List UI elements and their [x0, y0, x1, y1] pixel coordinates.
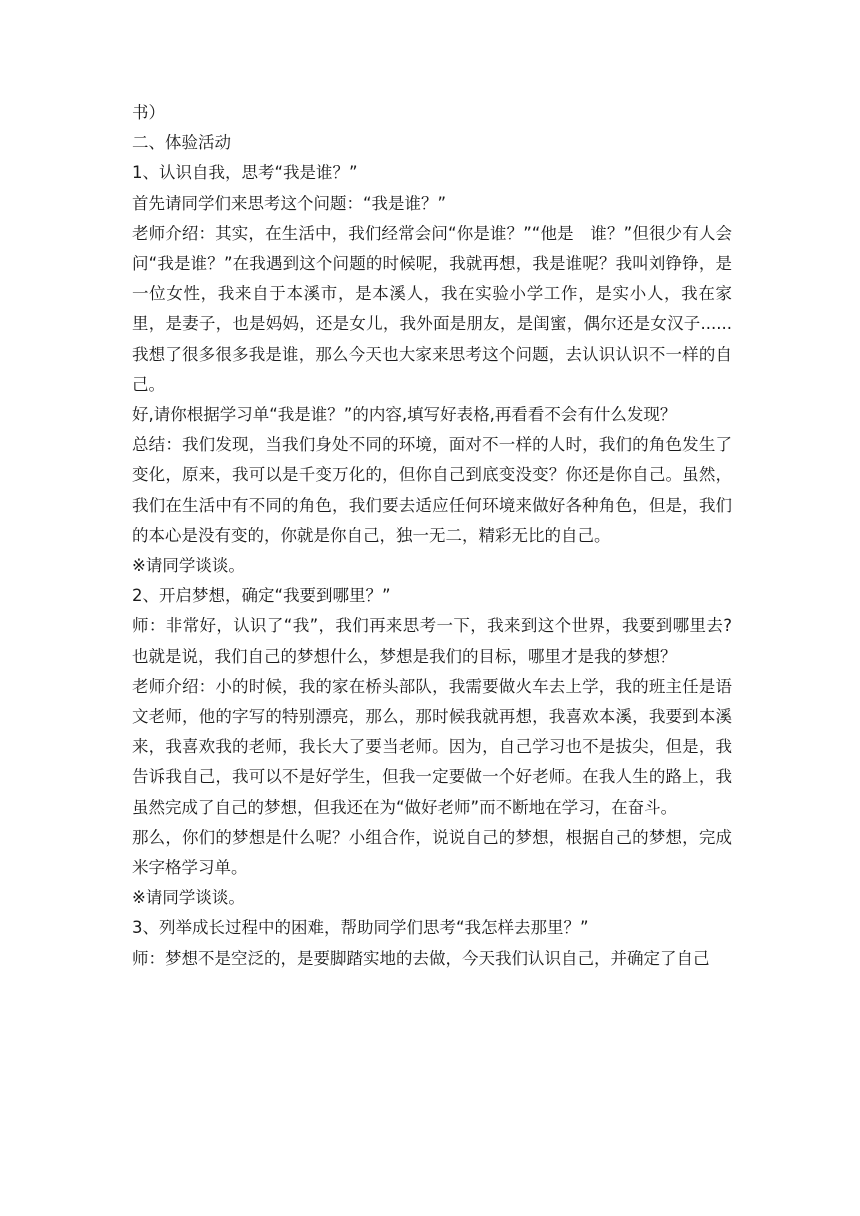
- paragraph: 师：非常好，认识了“我”，我们再来思考一下，我来到这个世界，我要到哪里去?也就是说，我们自己的梦想什么，梦想是我们的目标，哪里才是我的梦想？: [132, 616, 732, 666]
- paragraph: 总结：我们发现，当我们身处不同的环境，面对不一样的人时，我们的角色发生了变化，原来，我可以是千变万化的，但你自己到底变没变？你还是你自己。虽然，我们在生活中有不同的角色，我们要去适应任何环境来做好各种角色，但是，我们的本心是没有变的，你就是你自己，独一无二，精彩无比的自己。: [132, 435, 732, 545]
- paragraph: 老师介绍：小的时候，我的家在桥头部队，我需要做火车去上学，我的班主任是语文老师，他的字写的特别漂亮，那么，那时候我就再想，我喜欢本溪，我要到本溪来，我喜欢我的老师，我长大了要当老师。因为，自己学习也不是拔尖，但是，我告诉我自己，我可以不是好学生，但我一定要做一个好老师。在我人生的路上，我虽然完成了自己的梦想，但我还在为“做好老师”而不断地在学习，在奋斗。: [132, 676, 732, 817]
- subsection-heading: 3、列举成长过程中的困难，帮助同学们思考“我怎样去那里？”: [132, 918, 589, 938]
- paragraph-fragment: 书）: [132, 103, 165, 122]
- section-heading: 二、体验活动: [132, 133, 231, 153]
- note: ※请同学谈谈。: [132, 888, 245, 908]
- subsection-heading: 1、认识自我，思考“我是谁？”: [132, 163, 358, 183]
- note: ※请同学谈谈。: [132, 556, 245, 576]
- document-body: [132, 98, 732, 974]
- paragraph: 首先请同学们来思考这个问题：“我是谁？”: [132, 193, 447, 213]
- paragraph: 好,请你根据学习单“我是谁？”的内容,填写好表格,再看看不会有什么发现？: [132, 405, 677, 425]
- paragraph: 师：梦想不是空泛的，是要脚踏实地的去做，今天我们认识自己，并确定了自己: [132, 948, 710, 968]
- paragraph: 那么，你们的梦想是什么呢？小组合作，说说自己的梦想，根据自己的梦想，完成米字格学习单。: [132, 827, 732, 878]
- paragraph: 老师介绍：其实，在生活中，我们经常会问“你是谁？”“他是 谁？”但很少有人会问“我是谁？”在我遇到这个问题的时候呢，我就再想，我是谁呢？我叫刘铮铮，是一位女性，我来自于本溪市，是本溪人，我在实验小学工作，是实小人，我在家里，是妻子，也是妈妈，还是女儿，我外面是朋友，是闺蜜，偶尔还是女汉子......我想了很多很多我是谁，那么今天也大家来思考这个问题，去认识认识不一样的自己。: [132, 223, 732, 394]
- subsection-heading: 2、开启梦想，确定“我要到哪里？”: [132, 586, 391, 606]
